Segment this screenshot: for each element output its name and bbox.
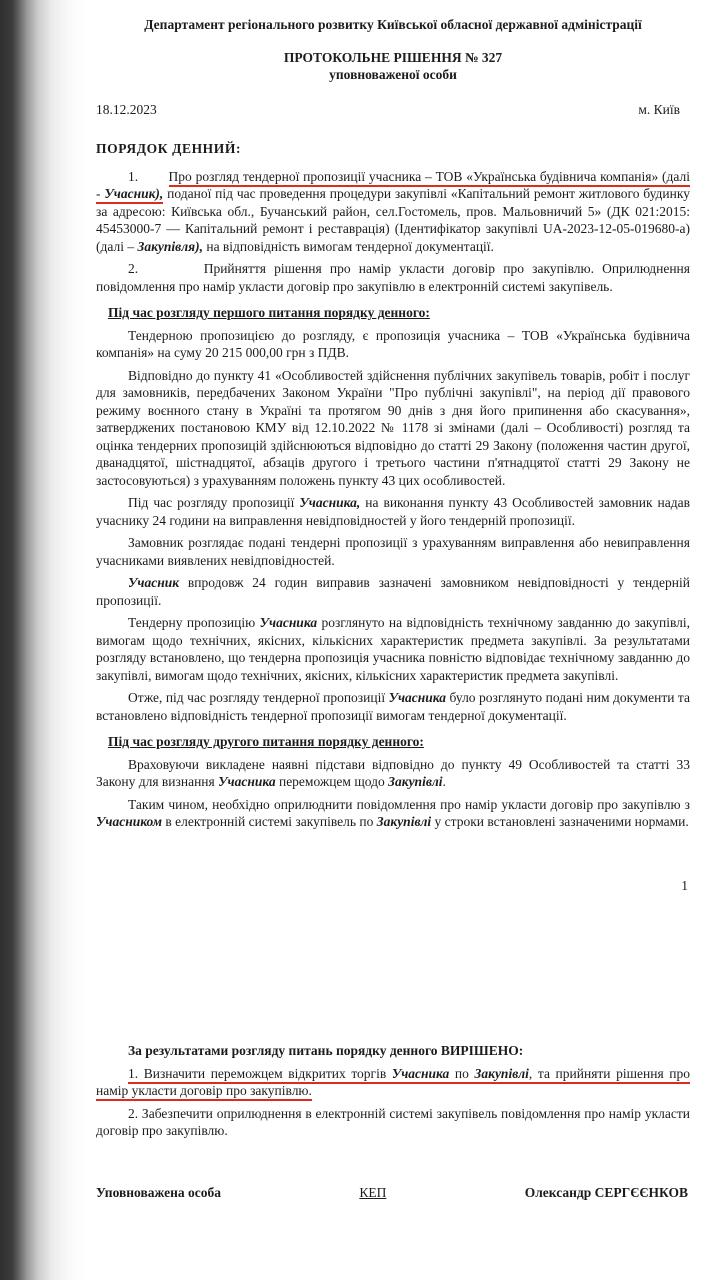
document-title: ПРОТОКОЛЬНЕ РІШЕННЯ № 327 — [283, 49, 503, 65]
resolution-item-2 — [96, 1105, 690, 1140]
text-run: Закупівлі — [474, 1066, 528, 1084]
text-run: Учасника — [259, 615, 318, 630]
text-run: Про розгляд тендерної пропозиції учасника – ТОВ «Українська будівнича компанія» (далі - — [96, 169, 690, 205]
text-run: було розглянуто подані ним документи та встановлено відповідність тендерної пропозиції вимогам тендерної документації. — [96, 690, 690, 723]
text-run: . — [442, 774, 446, 789]
text-run: Учасник), — [104, 186, 163, 204]
page-break-gap — [96, 894, 690, 1042]
section1-paragraph-3 — [96, 494, 690, 529]
text-run: Учасника — [218, 774, 276, 789]
text-run: Учасника — [392, 1066, 449, 1084]
text-run: Під час розгляду пропозиції — [128, 495, 300, 510]
text-run: 2. Прийняття рішення про намір укласти договір про закупівлю. Оприлюднення повідомлення про намір укласти договір про закупівлю в електронній системі закупівель. — [96, 261, 690, 294]
document-content — [96, 0, 690, 1201]
resolution-item-1 — [96, 1065, 690, 1100]
text-run: 2. Забезпечити оприлюднення в електронній системі закупівель повідомлення про намір укласти договір про закупівлю. — [96, 1105, 690, 1138]
text-run: Отже, під час розгляду тендерної пропозиції — [128, 690, 389, 705]
text-run: Закупівля), — [137, 238, 203, 254]
agenda-heading: ПОРЯДОК ДЕННИЙ: — [96, 141, 242, 156]
agenda-item-2 — [96, 260, 690, 295]
text-run: Таким чином, необхідно оприлюднити повідомлення про намір укласти договір про закупівлю з — [128, 796, 690, 812]
section1-heading: Під час розгляду першого питання порядку денного: — [108, 305, 430, 320]
text-run: впродовж 24 годин виправив зазначені замовником невідповідності у тендерній пропозиції. — [96, 575, 690, 608]
text-run: Закупівлі — [376, 814, 432, 829]
page-number: 1 — [681, 877, 688, 893]
text-run: Замовник розглядає подані тендерні пропозиції з урахуванням виправлення або невиправлення учасниками виявлених невідповідностей. — [96, 535, 690, 568]
section1-paragraph-5 — [96, 574, 690, 609]
signer-role: Уповноважена особа — [96, 1184, 222, 1200]
text-run: Учасник — [128, 575, 180, 590]
section2-heading: Під час розгляду другого питання порядку денного: — [108, 734, 424, 749]
org-name: Департамент регіонального розвитку Київської обласної державної адміністрації — [144, 17, 642, 32]
text-run: поданої під час проведення процедури закупівлі «Капітальний ремонт житлового будинку за адресою: Київська обл., Бучанський район, сел.Гостомель, пров. Мальовничий 5» (ДК 021:2015: 45453000-7 — Капітальний ремонт і реставрація) (Ідентифікатор закупівлі UA-2023-12-05-019680-a) (далі – — [96, 186, 690, 254]
scan-edge-artifact — [0, 0, 88, 1280]
section1-paragraph-1 — [96, 327, 690, 362]
signer-name: Олександр СЕРГЄЄНКОВ — [524, 1184, 688, 1200]
text-run: Учасником — [96, 814, 163, 829]
text-run: Учасника — [388, 690, 447, 705]
resolution-heading: За результатами розгляду питань порядку денного ВИРІШЕНО: — [128, 1043, 524, 1058]
document-subtitle: уповноваженої особи — [329, 67, 457, 82]
date-place-row — [96, 101, 690, 119]
document-date: 18.12.2023 — [96, 101, 157, 117]
signature-row — [96, 1184, 690, 1202]
text-run: у строки встановлені зазначеними нормами. — [431, 814, 689, 829]
text-run: 1. Визначити переможцем відкритих торгів — [128, 1066, 392, 1084]
document-place: м. Київ — [638, 101, 680, 117]
text-run: в електронній системі закупівель по — [162, 814, 377, 829]
section1-paragraph-4 — [96, 534, 690, 569]
text-run: на виконання пункту 43 Особливостей замовник надав учаснику 24 години на виправлення невідповідностей у його тендерній пропозиції. — [96, 495, 691, 528]
text-run: розглянуто на відповідність технічному завданню до закупівлі, вимогам щодо технічних, якісних, кількісних характеристик предмета закупівлі. За результатами розгляду встановлено, що тендерна пропозиція учасника повністю відповідає технічному завданню до закупівлі, вимогам щодо технічних, якісних, кількісних характеристик предмета закупівлі. — [96, 615, 691, 683]
text-run: Тендерною пропозицією до розгляду, є пропозиція учасника – ТОВ «Українська будівнича компанія» на суму 20 215 000,00 грн з ПДВ. — [96, 327, 690, 360]
section2-paragraph-2 — [96, 796, 690, 831]
section1-paragraph-7 — [96, 689, 690, 724]
text-run: переможцем щодо — [275, 774, 389, 789]
section2-paragraph-1 — [96, 756, 690, 791]
text-run: , та прийняти рішення про намір укласти договір про закупівлю. — [96, 1066, 690, 1102]
text-run: 1. — [128, 168, 169, 184]
kep-signature-mark: КЕП — [359, 1184, 387, 1200]
section1-paragraph-6 — [96, 614, 690, 684]
text-run: Враховуючи викладене наявні підстави відповідно до пункту 49 Особливостей та статті 33 Закону для визнання — [96, 756, 690, 789]
text-run: Учасника, — [299, 495, 361, 510]
agenda-item-1 — [96, 168, 690, 256]
section1-paragraph-2 — [96, 367, 690, 490]
text-run: Закупівлі — [388, 774, 443, 789]
text-run: по — [449, 1066, 474, 1084]
text-run: Тендерну пропозицію — [128, 615, 260, 630]
text-run: на відповідність вимогам тендерної документації. — [202, 238, 494, 254]
text-run: Відповідно до пункту 41 «Особливостей здійснення публічних закупівель товарів, робіт і послуг для замовників, передбачених Законом України "Про публічні закупівлі", на період дії правового режиму воєнного стану в Україні та протягом 90 днів з дня його припинення або скасування», затверджених постановою КМУ від 12.10.2022 № 1178 зі змінами (далі – Особливості) розгляд та оцінка тендерних пропозицій здійснюються відповідно до статті 29 Закону (положення частин другої, дванадцятої, шістнадцятої, абзаців другого і третього частини п'ятнадцятої статті 29 Закону не застосовуються) з урахуванням положень пункту 43 цих особливостей. — [96, 367, 690, 488]
